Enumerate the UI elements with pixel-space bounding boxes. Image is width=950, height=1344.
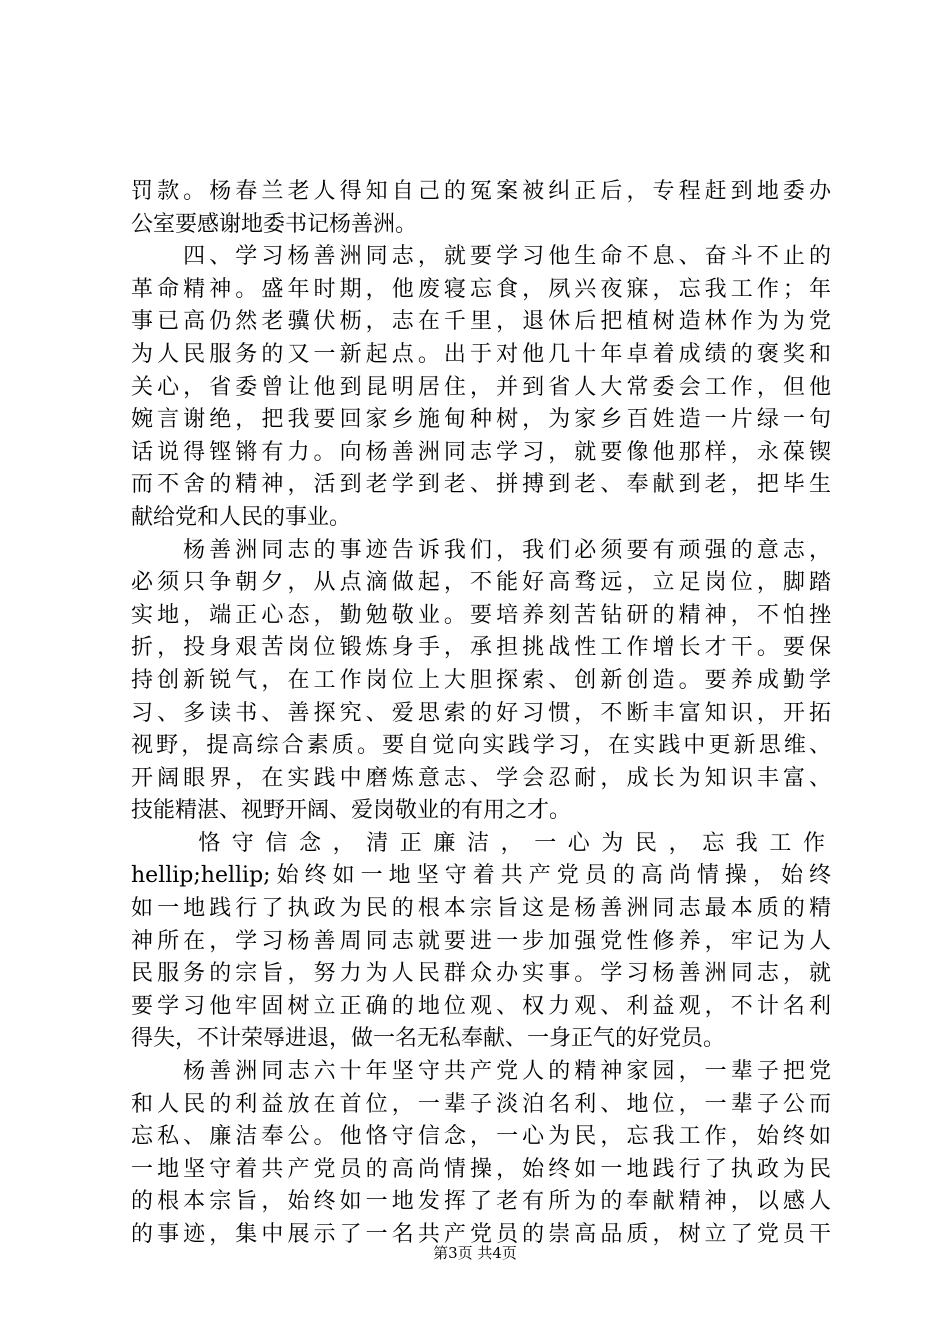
text-line: 的事迹，集中展示了一名共产党员的崇高品质，树立了党员干 [131,1222,831,1247]
text-line: 要学习他牢固树立正确的地位观、权力观、利益观，不计名利 [131,993,831,1019]
text-line: 开阔眼界，在实践中磨炼意志、学会忍耐，成长为知识丰富、 [131,765,831,791]
text-line: 习、多读书、善探究、爱思索的好习惯，不断丰富知识，开拓 [131,700,831,726]
text-line: 民服务的宗旨，努力为人民群众办实事。学习杨善洲同志，就 [131,961,831,987]
text-line: 事已高仍然老骥伏枥，志在千里，退休后把植树造林作为为党 [131,309,831,335]
text-line: 四、学习杨善洲同志，就要学习他生命不息、奋斗不止的 [131,244,831,270]
body-text [131,176,831,1252]
text-line: 关心，省委曾让他到昆明居住，并到省人大常委会工作，但他 [131,374,831,400]
text-line: 罚款。杨春兰老人得知自己的冤案被纠正后，专程赶到地委办 [131,179,831,204]
text-line: 和人民的利益放在首位，一辈子淡泊名利、地位，一辈子公而 [131,1091,831,1117]
text-line: 忘私、廉洁奉公。他恪守信念，一心为民，忘我工作，始终如 [131,1124,831,1150]
text-line: 恪守信念，清正廉洁，一心为民，忘我工作 [131,830,831,856]
text-line: 神所在，学习杨善周同志就要进一步加强党性修养，牢记为人 [131,928,831,954]
text-line: 的根本宗旨，始终如一地发挥了老有所为的奉献精神，以感人 [131,1189,831,1215]
text-line: 一地坚守着共产党员的高尚情操，始终如一地践行了执政为民 [131,1156,831,1182]
page-number-label: 第3页 共4页 [433,1244,517,1262]
text-line: 革命精神。盛年时期，他废寝忘食，夙兴夜寐，忘我工作；年 [131,276,831,302]
text-line: 杨善洲同志的事迹告诉我们，我们必须要有顽强的意志， [131,537,831,563]
text-line: 而不舍的精神，活到老学到老、拼搏到老、奉献到老，把毕生 [131,472,831,498]
text-line: 杨善洲同志六十年坚守共产党人的精神家园，一辈子把党 [131,1059,831,1085]
text-line: hellip;hellip;始终如一地坚守着共产党员的高尚情操，始终 [131,863,831,889]
text-line: 公室要感谢地委书记杨善洲。 [131,211,418,237]
text-line: 实地，端正心态，勤勉敬业。要培养刻苦钻研的精神，不怕挫 [131,602,831,628]
text-line: 为人民服务的又一新起点。出于对他几十年卓着成绩的褒奖和 [131,341,831,367]
text-line: 如一地践行了执政为民的根本宗旨这是杨善洲同志最本质的精 [131,896,831,922]
text-line: 视野，提高综合素质。要自觉向实践学习，在实践中更新思维、 [131,733,831,759]
text-line: 持创新锐气，在工作岗位上大胆探索、创新创造。要养成勤学 [131,667,831,693]
page-footer [0,1243,950,1263]
text-line: 折，投身艰苦岗位锻炼身手，承担挑战性工作增长才干。要保 [131,635,831,661]
text-line: 技能精湛、视野开阔、爱岗敬业的有用之才。 [131,798,572,824]
text-line: 婉言谢绝，把我要回家乡施甸种树，为家乡百姓造一片绿一句 [131,407,831,433]
text-line: 得失，不计荣辱进退，做一名无私奉献、一身正气的好党员。 [131,1026,726,1052]
text-line: 必须只争朝夕，从点滴做起，不能好高骛远，立足岗位，脚踏 [131,570,831,596]
text-line: 话说得铿锵有力。向杨善洲同志学习，就要像他那样，永葆锲 [131,439,831,465]
text-line: 献给党和人民的事业。 [131,504,352,530]
